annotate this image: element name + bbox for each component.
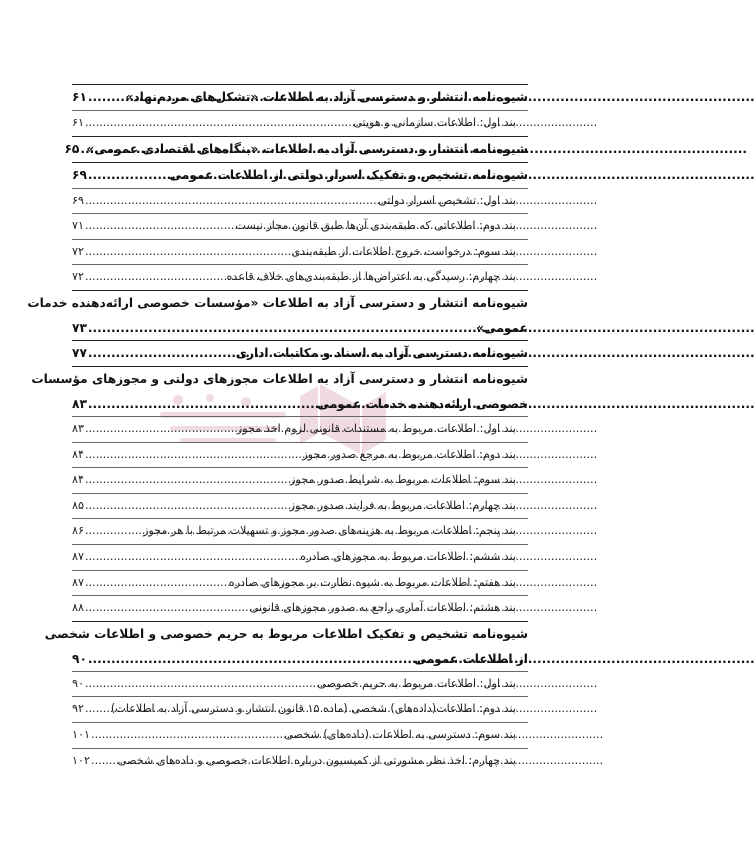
toc-entry-title-line2: خصوصی ارائه‌دهنده خدمات عمومی xyxy=(317,396,528,411)
toc-entry-title: بند اول: اطلاعات مربوط به مستندات قانونی لزوم اخذ مجوز xyxy=(236,421,516,435)
dot-leader xyxy=(85,214,235,239)
toc-section[interactable] xyxy=(72,416,528,442)
toc-page-number: ۷۲ xyxy=(72,270,85,284)
dot-leader xyxy=(85,265,227,290)
toc-section[interactable] xyxy=(72,748,528,774)
toc-entry-title-line2: از اطلاعات عمومی xyxy=(414,651,528,666)
toc-page-number: ۷۳ xyxy=(72,320,87,335)
toc-section[interactable] xyxy=(72,239,528,265)
toc-entry-title: بند پنجم: اطلاعات مربوط به هزینه‌های صدور مجوز و تسهیلات مرتبط با هر مجوز xyxy=(142,524,516,538)
toc-page-number: ۶۵ xyxy=(64,141,80,156)
dot-leader xyxy=(85,571,229,596)
dot-leader xyxy=(85,697,111,722)
dot-leader xyxy=(85,240,291,265)
toc-entry-title: شیوه‌نامه انتشار و دسترسی آزاد به اطلاعات «بنگاه‌های اقتصادی عمومی» xyxy=(86,141,528,156)
toc-entry-title: بند ششم: اطلاعات مربوط به مجوزهای صادره xyxy=(300,549,516,563)
dot-leader xyxy=(85,672,317,697)
toc-section[interactable] xyxy=(72,595,528,621)
toc-section[interactable] xyxy=(72,264,528,290)
toc-section[interactable] xyxy=(72,213,528,239)
toc-entry-title: بند اول: تشخیص اسرار دولتی xyxy=(377,193,516,207)
toc-entry-title: بند دوم: اطلاعاتی که طبقه‌بندی آن‌ها طبق قانون مجاز نیست xyxy=(235,219,516,233)
toc-chapter-ngo[interactable] xyxy=(72,84,528,110)
toc-page-number: ۸۴ xyxy=(72,473,85,487)
table-of-contents xyxy=(27,84,528,773)
dot-leader xyxy=(85,111,353,136)
dot-leader xyxy=(88,392,317,416)
toc-chapter-privacy[interactable] xyxy=(44,621,528,671)
dot-leader xyxy=(85,545,300,570)
toc-entry-title-line1: شیوه‌نامه انتشار و دسترسی آزاد به اطلاعات «مؤسسات خصوصی ارائه‌دهنده خدمات xyxy=(27,295,528,310)
toc-chapter-private-institutions[interactable] xyxy=(27,290,528,340)
toc-section[interactable] xyxy=(72,188,528,214)
dot-leader xyxy=(91,749,118,774)
toc-page-number: ۶۹ xyxy=(72,193,85,207)
toc-entry-title: بند دوم: اطلاعات مربوط به مرجع صدور مجوز xyxy=(302,447,516,461)
dot-leader xyxy=(91,723,284,748)
dot-leader xyxy=(88,647,414,671)
toc-entry-title: بند هشتم: اطلاعات آماری راجع به صدور مجوزهای قانونی xyxy=(249,601,516,615)
toc-page-number: ۸۸ xyxy=(72,601,85,615)
toc-page-number: ۱۰۲ xyxy=(72,753,91,767)
toc-chapter-permits[interactable] xyxy=(31,366,528,416)
toc-section[interactable] xyxy=(72,467,528,493)
toc-page-number: ۹۲ xyxy=(72,702,85,716)
dot-leader xyxy=(85,443,302,468)
toc-page-number: ۸۳ xyxy=(72,421,85,435)
toc-section[interactable] xyxy=(72,696,528,722)
toc-entry-title: بند اول: اطلاعات سازمانی و هویتی xyxy=(353,116,516,129)
toc-page-number: ۸۳ xyxy=(72,396,87,411)
toc-chapter-state-secrets[interactable] xyxy=(72,162,528,188)
dot-leader xyxy=(88,316,476,340)
toc-page-number: ۶۱ xyxy=(72,90,87,104)
toc-entry-title: شیوه‌نامه تشخیص و تفکیک اسرار دولتی از اطلاعات عمومی xyxy=(169,167,528,182)
dot-leader xyxy=(85,417,237,442)
toc-entry-title: بند دوم: اطلاعات(داده‌های) شخصی (ماده ۱۵ قانون انتشار و دسترسی آزاد به اطلاعات) xyxy=(110,702,516,716)
toc-entry-title-line2: عمومی» xyxy=(476,320,528,335)
toc-page-number: ۶۹ xyxy=(72,167,87,182)
dot-leader xyxy=(85,494,290,519)
toc-page-number: ۹۰ xyxy=(72,651,87,666)
toc-entry-title: شیوه‌نامه انتشار و دسترسی آزاد به اطلاعات «تشکل‌های مردم‌نهاد» xyxy=(125,90,528,104)
toc-section[interactable] xyxy=(72,518,528,544)
toc-chapter-administrative-documents[interactable] xyxy=(72,340,528,366)
toc-page-number: ۹۰ xyxy=(72,676,85,690)
toc-page-number: ۸۷ xyxy=(72,549,85,563)
toc-entry-title: شیوه‌نامه دسترسی آزاد به اسناد و مکاتبات اداری xyxy=(235,345,528,360)
toc-entry-title: بند هفتم: اطلاعات مربوط به شیوه نظارت بر مجوزهای صادره xyxy=(228,575,516,589)
toc-page-number: ۷۱ xyxy=(72,219,85,233)
toc-entry-title: بند سوم: دسترسی به اطلاعات (داده‌های) شخصی xyxy=(284,727,516,741)
toc-section[interactable] xyxy=(72,671,528,697)
toc-page-number: ۷۷ xyxy=(72,345,87,360)
toc-entry-title-line1: شیوه‌نامه تشخیص و تفکیک اطلاعات مربوط به حریم خصوصی و اطلاعات شخصی xyxy=(44,626,528,641)
dot-leader xyxy=(85,468,290,493)
toc-entry-title: بند اول: اطلاعات مربوط به حریم خصوصی xyxy=(317,676,516,690)
toc-entry-title: بند سوم: درخواست خروج اطلاعات از طبقه‌بندی xyxy=(291,244,516,258)
toc-entry-title-line1: شیوه‌نامه انتشار و دسترسی آزاد به اطلاعات مجوزهای دولتی و مجوزهای مؤسسات xyxy=(31,371,528,386)
dot-leader xyxy=(88,85,126,110)
dot-leader xyxy=(88,341,236,366)
dot-leader xyxy=(85,519,143,544)
toc-page-number: ۸۷ xyxy=(72,575,85,589)
toc-section[interactable] xyxy=(72,493,528,519)
toc-page-number: ۸۶ xyxy=(72,524,85,538)
toc-section[interactable] xyxy=(72,722,528,748)
toc-section[interactable] xyxy=(72,570,528,596)
toc-entry-title: بند چهارم: اخذ نظر مشورتی از کمیسیون درباره اطلاعات خصوصی و داده‌های شخصی xyxy=(117,753,516,767)
toc-page-number: ۶۱ xyxy=(72,116,85,129)
toc-entry-title: بند چهارم: اطلاعات مربوط به فرایند صدور مجوز xyxy=(289,498,516,512)
toc-page-number: ۸۵ xyxy=(72,498,85,512)
toc-entry-title: بند چهارم: رسیدگی به اعتراض‌ها از طبقه‌بندی‌های خلاف قاعده xyxy=(226,270,516,284)
toc-page-number: ۸۴ xyxy=(72,447,85,461)
dot-leader xyxy=(85,189,378,214)
dot-leader xyxy=(88,163,170,188)
toc-section[interactable] xyxy=(72,544,528,570)
toc-section[interactable] xyxy=(72,442,528,468)
toc-page-number: ۷۲ xyxy=(72,244,85,258)
dot-leader xyxy=(80,137,86,162)
dot-leader xyxy=(85,596,249,621)
toc-chapter-public-enterprises[interactable] xyxy=(64,136,528,162)
toc-page-number: ۱۰۱ xyxy=(72,727,91,741)
toc-section[interactable] xyxy=(72,110,528,136)
toc-entry-title: بند سوم: اطلاعات مربوط به شرایط صدور مجوز xyxy=(290,473,516,487)
